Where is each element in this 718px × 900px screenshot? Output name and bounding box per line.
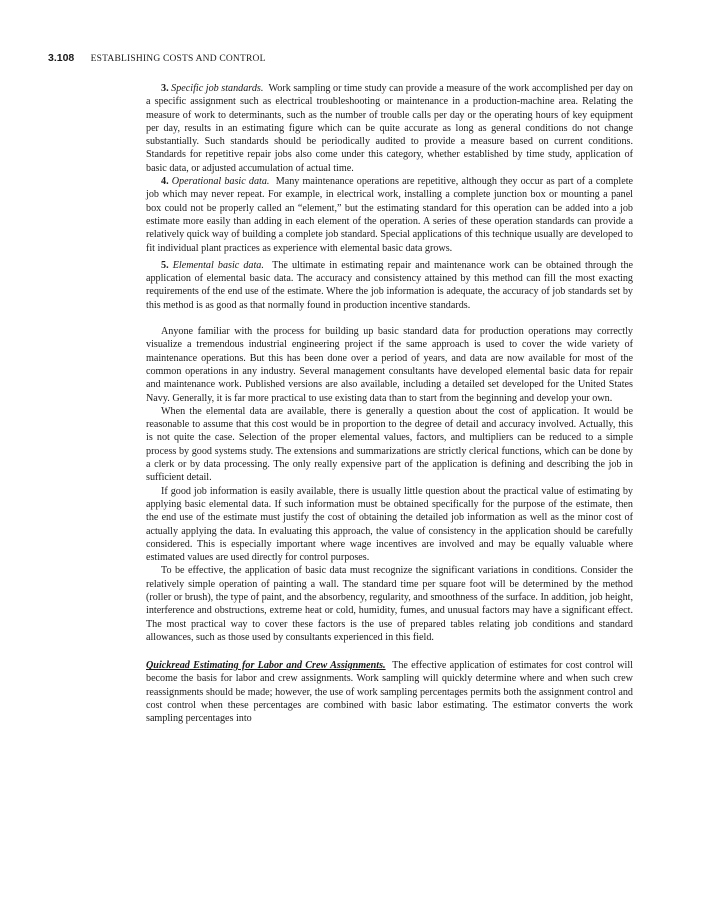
- list-item-heading: Elemental basic data.: [172, 259, 264, 271]
- running-header: [48, 52, 648, 65]
- body-paragraph: To be effective, the application of basic data must recognize the significant variations in conditions. Consider the relatively simple operation of painting a wall. The standard time per square foot will be determined by the method (roller or brush), the type of paint, and the absorbency, regularity, and smoothness of the surface. In addition, job height, interference and obstructions, extreme heat or cold, humidity, fumes, and unusual factors may have a significant effect. The most practical way to cover these factors is the use of prepared tables relating job conditions and standard allowances, such as those used by consultants experienced in this field.: [146, 565, 633, 643]
- list-item-number: 4.: [161, 176, 169, 188]
- list-item-number: 5.: [161, 259, 169, 271]
- list-item-text: The ultimate in estimating repair and maintenance work can be obtained through the application of elemental basic data. The accuracy and consistency attained by this method can fill the most exacting requirements of the end use of the estimate. Where the job information is adequate, the accuracy of job standards set by this method is as good as that normally found in production incentive standards.: [146, 259, 634, 311]
- list-item-text: Work sampling or time study can provide a measure of the work accomplished per day on a specific assignment such as electrical troubleshooting or maintenance in a production-machine area. Relating the measure of work to determinants, such as the number of trouble calls per day or the operating hours of key equipment per day, results in an estimating figure which can be quite accurate as long as general conditions do not change substantially. Such standards should be periodically audited to provide a measure based on current conditions. Standards for repetitive repair jobs also come under this category, whether established by time study, application of basic data, or adjusted accumulation of actual time.: [146, 83, 633, 174]
- running-title: ESTABLISHING COSTS AND CONTROL: [90, 54, 266, 64]
- body-paragraph: When the elemental data are available, there is generally a question about the cost of application. It would be reasonable to assume that this cost would be in proportion to the degree of detail and accuracy involved. Actually, this is not quite the case. Selection of the proper elemental values, factors, and multipliers can be reduced to a simple process by good systems study. The extensions and summarizations are strictly clerical functions, which can be done by a clerk or by data processing. The only really expensive part of the application is defining and describing the job in sufficient detail.: [146, 405, 633, 484]
- list-item-5: [146, 259, 633, 312]
- list-item-4: [146, 175, 633, 255]
- list-item-heading: Operational basic data.: [171, 176, 270, 188]
- body-paragraph: If good job information is easily available, there is usually little question about the practical value of estimating by applying basic elemental data. If such information must be obtained specifically for the purpose of the estimate, then the end use of the estimate must justify the cost of obtaining the detailed job information as well as the minor cost of actually applying the data. In evaluating this approach, the value of consistency in the application should be carefully considered. This is especially important where wage incentives are involved and may be equally valuable where estimated values are used directly for control purposes.: [146, 485, 633, 564]
- list-item-text: Many maintenance operations are repetitive, although they occur as part of a complete job which may never repeat. For example, in electrical work, installing a complete junction box or mounting a panel box could not be properly called an “element,” but the estimating standard for this operation can be added into a job estimate more easily than adding in each element of the operation. A series of these operation standards can provide a relatively quick way of building a complete job standard. Special applications of this technique usually are developed to fit individual plant practices as experience with elemental basic data grows.: [146, 176, 634, 254]
- list-item-3: [146, 82, 633, 175]
- list-item-number: 3.: [161, 83, 169, 94]
- section-text: The effective application of estimates for cost control will become the basis for labor and crew assignments. Work sampling will quickly determine where and when such crew reassignments should be made; however, the use of work sampling percentages permits both the assignment control and cost control when these percentages are combined with basic labor estimating. The estimator converts the work sampling percentages into: [146, 660, 633, 725]
- page-body: [146, 82, 633, 726]
- section-heading: Quickread Estimating for Labor and Crew Assignments.: [146, 660, 386, 672]
- body-paragraph: Anyone familiar with the process for building up basic standard data for production operations may correctly visualize a tremendous industrial engineering project if the same approach is used to cover the wide variety of maintenance operations. But this has been done over a period of years, and data are now available for most of the common operations in any industry. Several management consultants have developed elemental basic data for repair and maintenance work. Published versions are also available, including a detailed set developed for the United States Navy. Generally, it is far more practical to use existing data than to start from the beginning and develop your own.: [146, 326, 633, 404]
- section-quickread: [146, 659, 633, 725]
- page-number: 3.108: [48, 52, 75, 64]
- list-item-heading: Specific job standards.: [171, 83, 264, 94]
